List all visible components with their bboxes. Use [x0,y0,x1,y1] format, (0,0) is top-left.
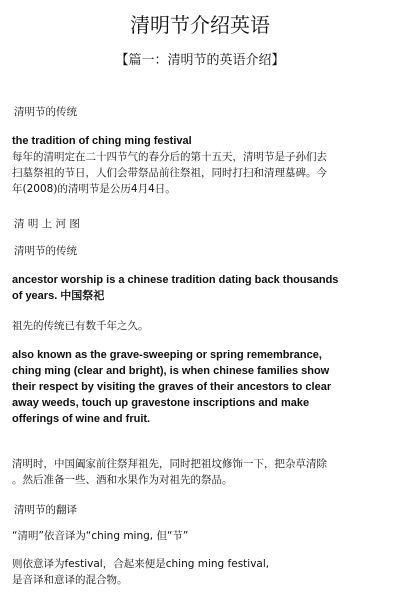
translation-line: “清明”依音译为“ching ming, 但“节” [12,530,189,542]
paragraph-line: 扫墓祭祖的节日，人们会带祭品前往祭祖，同时打扫和清理墓碑。今 [12,167,327,179]
english-known-paragraph [12,347,392,427]
heading-translation: 清明节的翻译 [14,504,77,516]
paragraph-line: ancestor worship is a chinese tradition dating back thousands [12,274,339,286]
paragraph-line: ching ming (clear and bright), is when chinese families show [12,365,330,377]
heading-tradition: 清明节的传统 [14,106,77,118]
paragraph-line: 每年的清明定在二十四节气的春分后的第十五天，清明节是子孙们去 [12,151,327,163]
paragraph-line: offerings of wine and fruit. [12,413,151,425]
paragraph-line: their respect by visiting the graves of their ancestors to clear [12,381,332,393]
translation-paragraph [12,556,392,588]
heading-painting: 清 明 上 河 图 [14,218,80,230]
section-subtitle: 【篇一：清明节的英语介绍】 [115,53,285,68]
heading-tradition-2: 清明节的传统 [14,245,77,257]
paragraph-line: 则依意译为festival，合起来便是ching ming festival, [12,558,270,570]
paragraph-line: away weeds, touch up gravestone inscriptions and make [12,397,310,409]
paragraph-line: 年(2008)的清明节是公历4月4日。 [12,183,176,195]
paragraph-line: also known as the grave-sweeping or spring remembrance, [12,349,322,361]
paragraph-tradition [12,149,392,197]
paragraph-line: of years. 中国祭祀 [12,290,105,302]
chinese-known-paragraph [12,456,392,488]
chinese-ancestor-line: 祖先的传统已有数千年之久。 [12,320,149,332]
page-title: 清明节介绍英语 [130,13,270,37]
english-tradition-title: the tradition of ching ming festival [12,135,192,147]
paragraph-line: 。然后准备一些、酒和水果作为对祖先的祭品。 [12,474,233,486]
english-ancestor-paragraph [12,272,392,304]
paragraph-line: 清明时，中国阖家前往祭拜祖先，同时把祖坟修饰一下，把杂草清除 [12,458,327,470]
paragraph-line: 是音译和意译的混合物。 [12,574,128,586]
